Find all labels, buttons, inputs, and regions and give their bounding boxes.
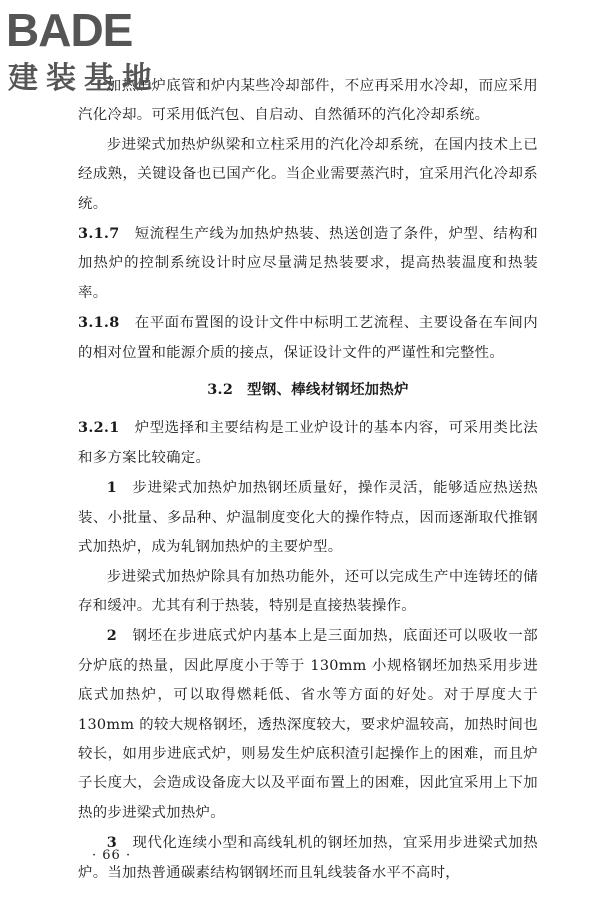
item-1 — [78, 473, 538, 562]
item-number: 1 — [106, 479, 118, 497]
clause-text: 炉型选择和主要结构是工业炉设计的基本内容，可采用类比法和多方案比较确定。 — [78, 420, 538, 466]
section-number: 3.2 — [207, 381, 234, 399]
page-number: · 66 · — [92, 848, 132, 863]
clause-text: 在平面布置图的设计文件中标明工艺流程、主要设备在车间内的相对位置和能源介质的接点，保证设计文件的严谨性和完整性。 — [78, 315, 538, 361]
item-3 — [78, 828, 538, 888]
logo-brand-text: BADE — [6, 4, 133, 56]
item-number: 3 — [106, 834, 118, 852]
clause-3-1-8 — [78, 308, 538, 368]
item-number: 2 — [106, 627, 118, 645]
item-text: 现代化连续小型和高线轧机的钢坯加热，宜采用步进梁式加热炉。当加热普通碳素结构钢钢坯而且轧线装备水平不高时， — [78, 835, 538, 881]
item-text: 步进梁式加热炉加热钢坯质量好，操作灵活，能够适应热送热装、小批量、多品种、炉温制度变化大的操作特点，因而逐渐取代推钢式加热炉，成为轧钢加热炉的主要炉型。 — [78, 480, 538, 556]
section-heading-3-2 — [78, 368, 538, 413]
clause-number: 3.1.8 — [78, 314, 120, 332]
logo-subtitle-text: 建装基地 — [8, 61, 160, 94]
paragraph-cooling: 加热炉炉底管和炉内某些冷却部件，不应再采用水冷却，而应采用汽化冷却。可采用低汽包、自启动、自然循环的汽化冷却系统。 — [78, 78, 538, 124]
item-1-continued: 步进梁式加热炉除具有加热功能外，还可以完成生产中连铸坯的储存和缓冲。尤其有利于热装，特别是直接热装操作。 — [78, 568, 538, 614]
clause-3-1-7 — [78, 219, 538, 308]
page-body — [78, 72, 538, 888]
item-text: 钢坯在步进底式炉内基本上是三面加热，底面还可以吸收一部分炉底的热量，因此厚度小于等于 130mm 小规格钢坯加热采用步进底式加热炉，可以取得燃耗低、省水等方面的好处。对于厚度大于 130mm 的较大规格钢坯，透热深度较大，要求炉温较高，加热时间也较长，如用步进底式炉，则易发生炉底积渣引起操作上的困难，而且炉子长度大，会造成设备庞大以及平面布置上的困难，因此宜采用上下加热的步进梁式加热炉。 — [78, 628, 538, 821]
clause-number: 3.1.7 — [78, 225, 120, 243]
clause-3-2-1 — [78, 413, 538, 473]
paragraph-walking-beam-cooling: 步进梁式加热炉纵梁和立柱采用的汽化冷却系统，在国内技术上已经成熟，关键设备也已国产化。当企业需要蒸汽时，宜采用汽化冷却系统。 — [78, 136, 538, 212]
clause-number: 3.2.1 — [78, 419, 120, 437]
section-title: 型钢、棒线材钢坯加热炉 — [247, 381, 409, 399]
item-2 — [78, 621, 538, 828]
clause-text: 短流程生产线为加热炉热装、热送创造了条件，炉型、结构和加热炉的控制系统设计时应尽量满足热装要求，提高热装温度和热装率。 — [78, 226, 538, 301]
